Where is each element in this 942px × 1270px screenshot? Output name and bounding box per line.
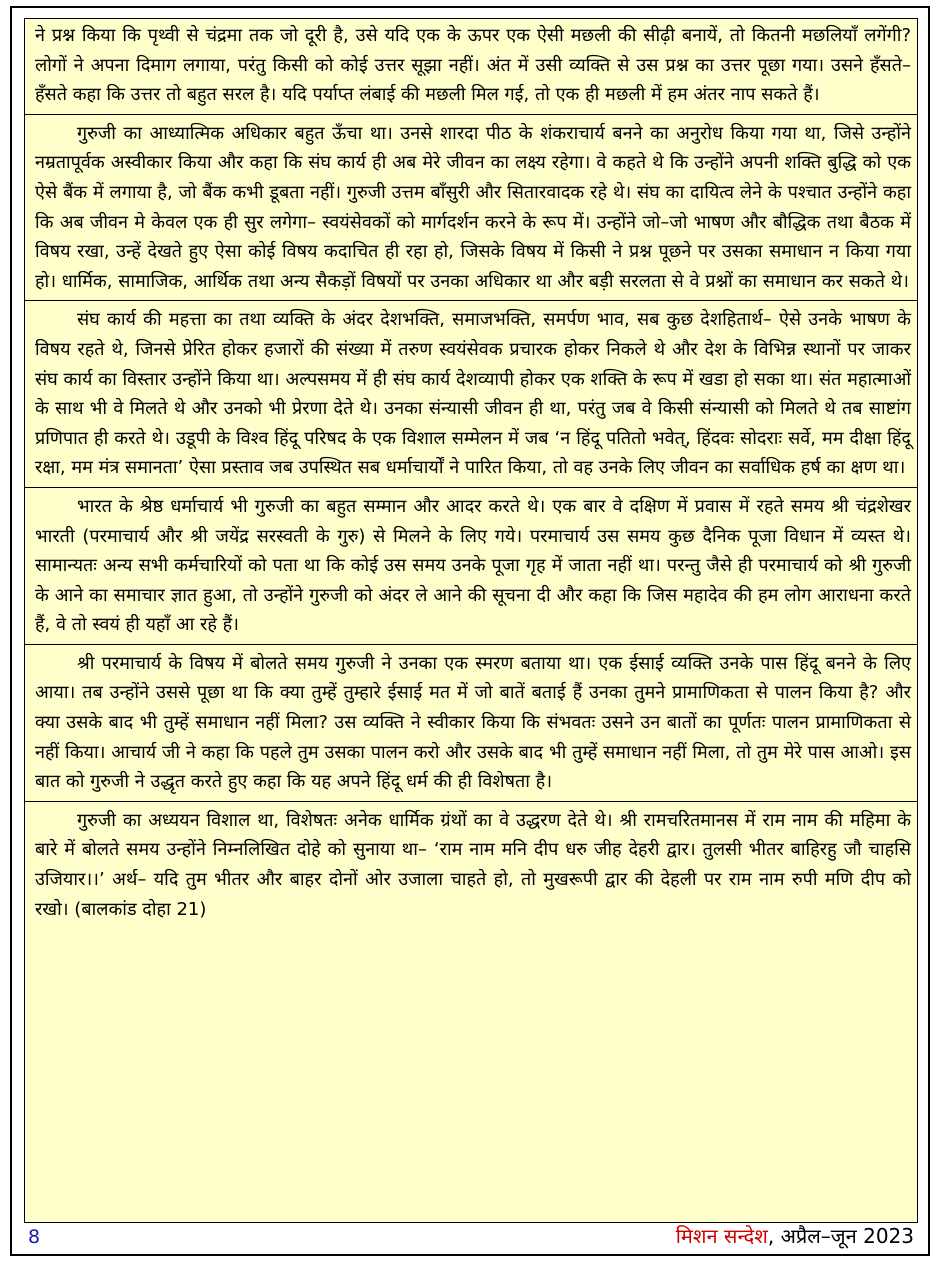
paragraph-2: गुरुजी का आध्यात्मिक अधिकार बहुत ऊँचा था। उनसे शारदा पीठ के शंकराचार्य बनने का अनुरोध किया गया था, जिसे उन्होंने नम्रतापूर्वक अस्वीकार किया और कहा कि संघ कार्य ही अब मेरे जीवन का लक्ष्य रहेगा। वे कहते थे कि उन्होंने अपनी शक्ति बुद्धि को एक ऐसे बैंक में लगाया है, जो बैंक कभी डूबता नहीं। गुरुजी उत्तम बाँसुरी और सितारवादक रहे थे। संघ का दायित्व लेने के पश्चात उन्होंने कहा कि अब जीवन मे केवल एक ही सुर लगेगा– स्वयंसेवकों को मार्गदर्शन करने के रूप में। उन्होंने जो–जो भाषण और बौद्धिक तथा बैठक में विषय रखा, उन्हें देखते हुए ऐसा कोई विषय कदाचित ही रहा हो, जिसके विषय में किसी ने प्रश्न पूछने पर उसका समाधान न किया गया हो। धार्मिक, सामाजिक, आर्थिक तथा अन्य सैकड़ों विषयों पर उनका अधिकार था और बड़ी सरलता से वे प्रश्नों का समाधान कर सकते थे।	[35, 122, 911, 292]
paragraph-divider	[25, 644, 917, 645]
page-number: 8	[28, 1226, 41, 1248]
page-frame	[10, 6, 930, 1256]
paragraph-4: भारत के श्रेष्ठ धर्माचार्य भी गुरुजी का बहुत सम्मान और आदर करते थे। एक बार वे दक्षिण में प्रवास में रहते समय श्री चंद्रशेखर भारती (परमाचार्य और श्री जयेंद्र सरस्वती के गुरु) से मिलने के लिए गये। परमाचार्य उस समय कुछ दैनिक पूजा विधान में व्यस्त थे। सामान्यतः अन्य सभी कर्मचारियों को पता था कि कोई उस समय उनके पूजा गृह में जाता नहीं था। परन्तु जैसे ही परमाचार्य को श्री गुरुजी के आने का समाचार ज्ञात हुआ, तो उन्होंने गुरुजी को अंदर ले आने की सूचना दी और कहा कि जिस महादेव की हम लोग आराधना करते हैं, वे तो स्वयं ही यहाँ आ रहे हैं।	[35, 495, 911, 636]
paragraph-6: गुरुजी का अध्ययन विशाल था, विशेषतः अनेक धार्मिक ग्रंथों का वे उद्धरण देते थे। श्री रामचरितमानस में राम नाम की महिमा के बारे में बोलते समय उन्होंने निम्नलिखित दोहे को सुनाया था– ‘राम नाम मनि दीप धरु जीह देहरी द्वार। तुलसी भीतर बाहिरहु जौ चाहसि उजियार।।’ अर्थ– यदि तुम भीतर और बाहर दोनों ओर उजाला चाहते हो, तो मुखरूपी द्वार की देहली पर राम नाम रुपी मणि दीप को रखो। (बालकांड दोहा 21)	[35, 809, 911, 920]
paragraph-5: श्री परमाचार्य के विषय में बोलते समय गुरुजी ने उनका एक स्मरण बताया था। एक ईसाई व्यक्ति उनके पास हिंदू बनने के लिए आया। तब उन्होंने उससे पूछा था कि क्या तुम्हें तुम्हारे ईसाई मत में जो बातें बताई हैं उनका तुमने प्रामाणिकता से पालन किया है? और क्या उसके बाद भी तुम्हें समाधान नहीं मिला? उस व्यक्ति ने स्वीकार किया कि संभवतः उसने उन बातों का पूर्णतः पालन प्रामाणिकता से नहीं किया। आचार्य जी ने कहा कि पहले तुम उसका पालन करो और उसके बाद भी तुम्हें समाधान नहीं मिला, तो तुम मेरे पास आओ। इस बात को गुरुजी ने उद्धृत करते हुए कहा कि यह अपने हिंदू धर्म की ही विशेषता है।	[35, 652, 911, 793]
issue-line	[676, 1222, 914, 1249]
paragraph-divider	[25, 801, 917, 802]
issue-date: अप्रैल–जून 2023	[780, 1224, 914, 1248]
paragraph-1: ने प्रश्न किया कि पृथ्वी से चंद्रमा तक जो दूरी है, उसे यदि एक के ऊपर एक ऐसी मछली की सीढ़ी बनायें, तो कितनी मछलियाँ लगेंगी? लोगों ने अपना दिमाग लगाया, परंतु किसी को कोई उत्तर सूझा नहीं। अंत में उसी व्यक्ति से उस प्रश्न का उत्तर पूछा गया। उसने हँसते–हँसते कहा कि उत्तर तो बहुत सरल है। यदि पर्याप्त लंबाई की मछली मिल गई, तो एक ही मछली में हम अंतर नाप सकते हैं।	[35, 25, 911, 106]
paragraph-3: संघ कार्य की महत्ता का तथा व्यक्ति के अंदर देशभक्ति, समाजभक्ति, समर्पण भाव, सब कुछ देशहितार्थ– ऐसे उनके भाषण के विषय रहते थे, जिनसे प्रेरित होकर हजारों की संख्या में तरुण स्वयंसेवक प्रचारक होकर निकले थे और देश के विभिन्न स्थानों पर जाकर संघ कार्य का विस्तार उन्होंने किया था। अल्पसमय में ही संघ कार्य देशव्यापी होकर एक शक्ति के रूप में खडा हो सका था। संत महात्माओं के साथ भी वे मिलते थे और उनको भी प्रेरणा देते थे। उनका संन्यासी जीवन ही था, परंतु जब वे किसी संन्यासी को मिलते थे तब साष्टांग प्रणिपात ही करते थे। उडूपी के विश्व हिंदू परिषद के एक विशाल सम्मेलन में जब ‘न हिंदू पतितो भवेत्, हिंदवः सोदराः सर्वे, मम दीक्षा हिंदू रक्षा, मम मंत्र समानता’ ऐसा प्रस्ताव जब उपस्थित सब धर्माचार्यों ने पारित किया, तो वह उनके लिए जीवन का सर्वाधिक हर्ष का क्षण था।	[35, 309, 912, 479]
issue-separator: ,	[767, 1224, 781, 1248]
magazine-name: मिशन सन्देश	[675, 1224, 768, 1248]
article-body	[24, 18, 918, 1223]
paragraph-divider	[25, 300, 917, 301]
page-footer	[24, 1220, 916, 1254]
paragraph-divider	[25, 114, 917, 115]
paragraph-divider	[25, 487, 917, 488]
